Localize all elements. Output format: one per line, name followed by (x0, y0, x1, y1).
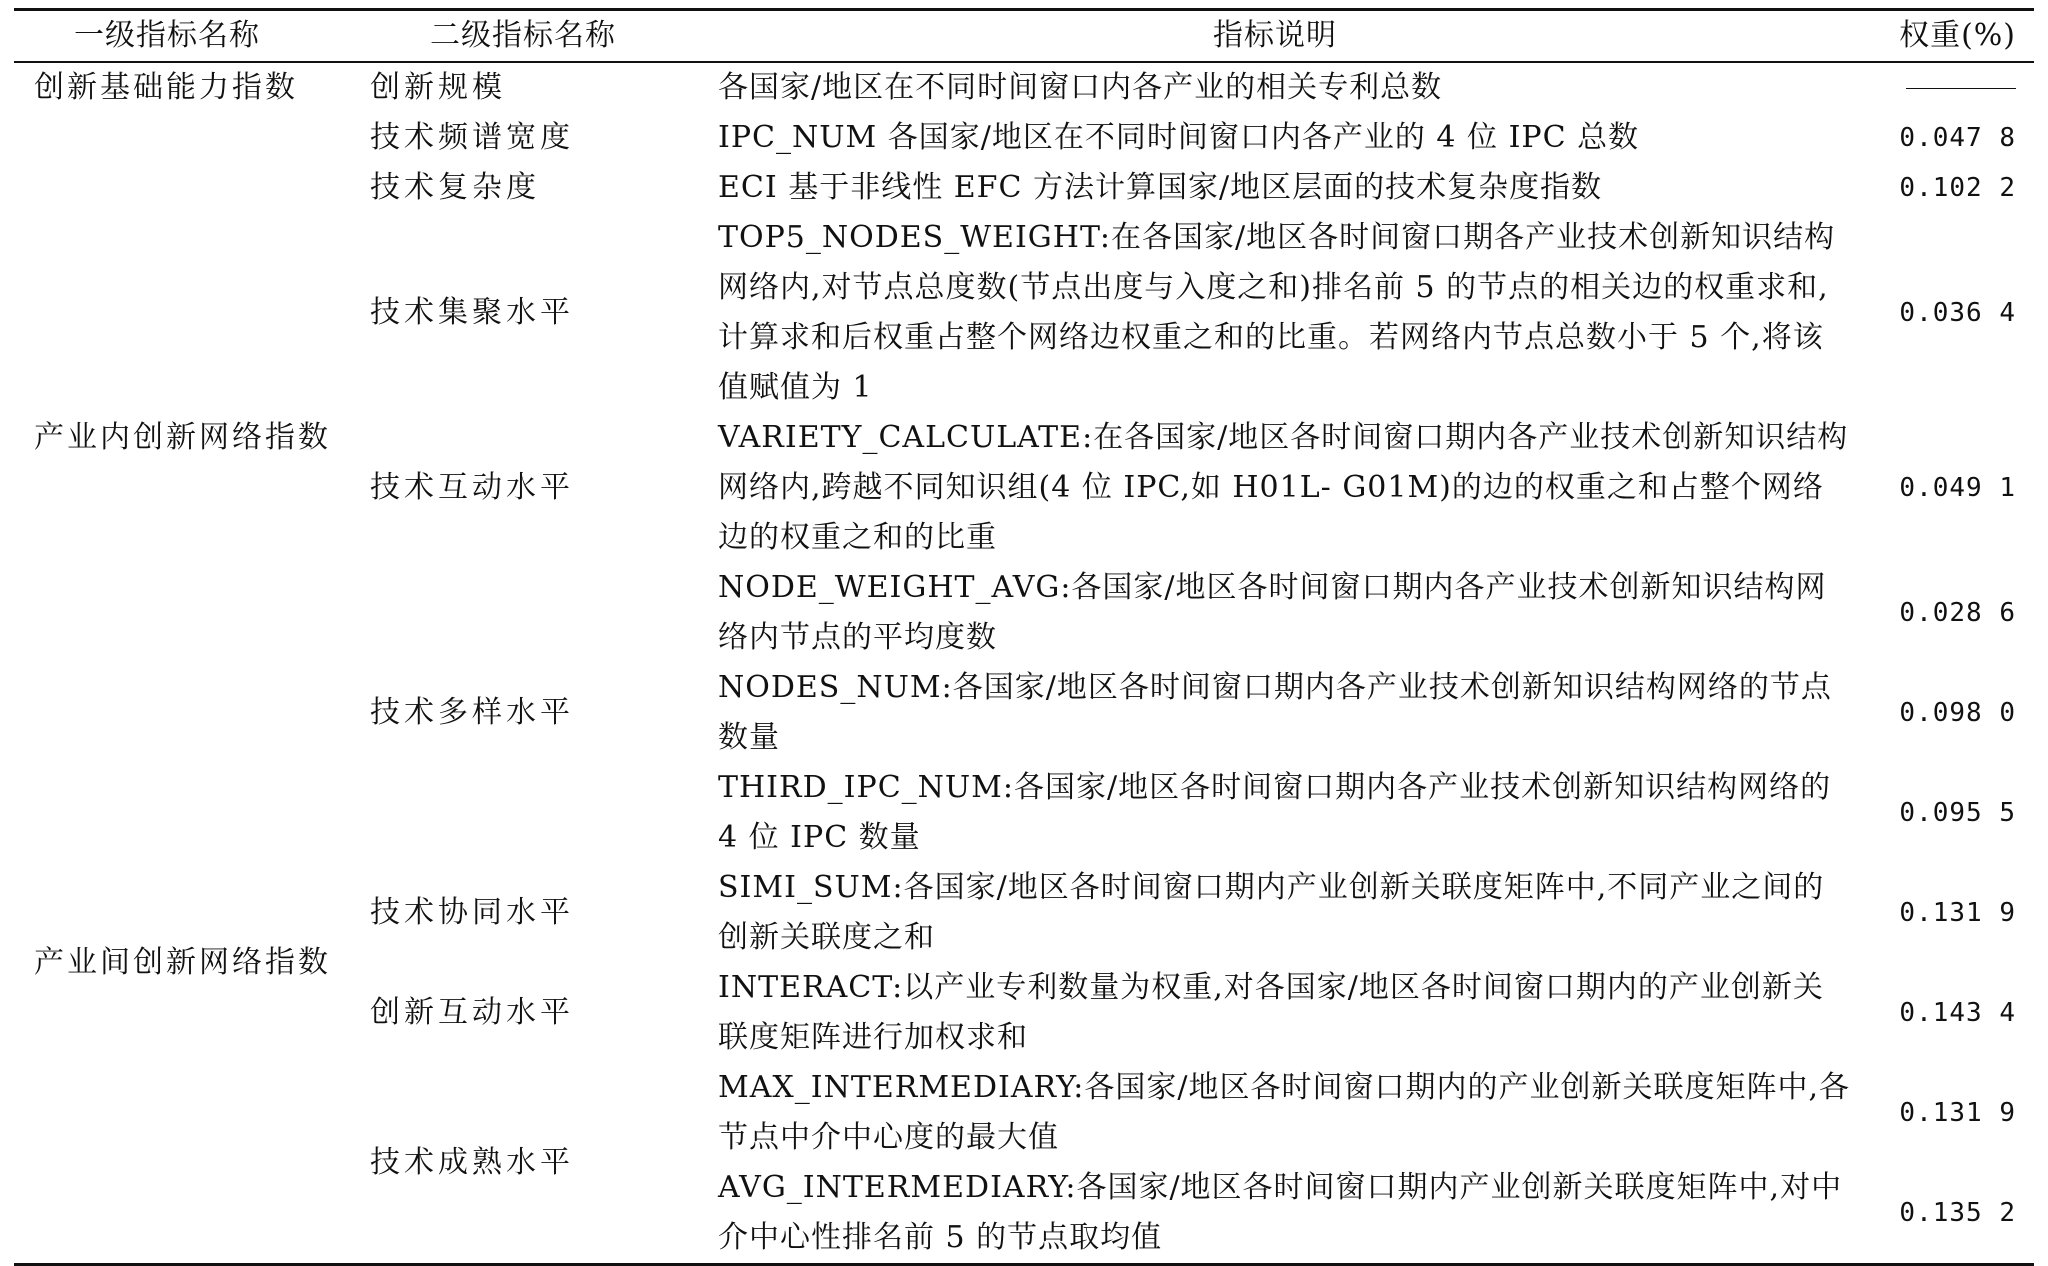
indicator-table-container (14, 8, 2034, 1266)
weight-value: 0.131 9 (1899, 1098, 2016, 1128)
second-level-name: 技术成熟水平 (370, 1145, 574, 1180)
weight-value: 0.135 2 (1899, 1198, 2016, 1228)
indicator-description: IPC_NUM 各国家/地区在不同时间窗口内各产业的 4 位 IPC 总数 (718, 120, 1640, 155)
weight-value: 0.098 0 (1899, 698, 2016, 728)
table-header-row (14, 10, 2034, 63)
table-row (14, 663, 2034, 763)
second-level-name: 技术复杂度 (370, 170, 540, 205)
indicator-description: SIMI_SUM:各国家/地区各时间窗口期内产业创新关联度矩阵中,不同产业之间的创新关联度之和 (718, 870, 1825, 955)
indicator-description: THIRD_IPC_NUM:各国家/地区各时间窗口期内各产业技术创新知识结构网络的 4 位 IPC 数量 (718, 770, 1832, 855)
second-level-name: 技术协同水平 (370, 895, 574, 930)
empty-weight-dash (1906, 88, 2016, 89)
header-first-level: 一级指标名称 (74, 18, 260, 53)
second-level-name: 创新互动水平 (370, 995, 574, 1030)
indicator-description: NODE_WEIGHT_AVG:各国家/地区各时间窗口期内各产业技术创新知识结构网络内节点的平均度数 (718, 570, 1827, 655)
indicator-description: 各国家/地区在不同时间窗口内各产业的相关专利总数 (718, 70, 1443, 105)
header-description: 指标说明 (1213, 18, 1337, 53)
second-level-name: 技术互动水平 (370, 470, 574, 505)
weight-value: 0.095 5 (1899, 798, 2016, 828)
first-level-basic: 创新基础能力指数 (34, 70, 298, 105)
indicator-description: VARIETY_CALCULATE:在各国家/地区各时间窗口期内各产业技术创新知识结构网络内,跨越不同知识组(4 位 IPC,如 H01L- G01M)的边的权重之和占整个网络边的权重之和的比重 (718, 420, 1849, 555)
weight-value: 0.028 6 (1899, 598, 2016, 628)
header-weight: 权重(%) (1899, 18, 2016, 53)
indicator-description: ECI 基于非线性 EFC 方法计算国家/地区层面的技术复杂度指数 (718, 170, 1603, 205)
indicator-description: TOP5_NODES_WEIGHT:在各国家/地区各时间窗口期各产业技术创新知识结构网络内,对节点总度数(节点出度与入度之和)排名前 5 的节点的相关边的权重求和,计算求和后权重占整个网络边权重之和的比重。若网络内节点总数小于 5 个,将该值赋值为 1 (718, 220, 1836, 405)
first-level-intra: 产业内创新网络指数 (34, 420, 331, 455)
second-level-name: 技术多样水平 (370, 695, 574, 730)
weight-value: 0.047 8 (1899, 123, 2016, 153)
indicator-description: INTERACT:以产业专利数量为权重,对各国家/地区各时间窗口期内的产业创新关联度矩阵进行加权求和 (718, 970, 1824, 1055)
weight-value: 0.131 9 (1899, 898, 2016, 928)
indicator-table (14, 8, 2034, 1266)
header-second-level: 二级指标名称 (430, 18, 616, 53)
first-level-inter: 产业间创新网络指数 (34, 945, 331, 980)
weight-value (1864, 62, 2034, 113)
indicator-description: AVG_INTERMEDIARY:各国家/地区各时间窗口期内产业创新关联度矩阵中,对中介中心性排名前 5 的节点取均值 (718, 1170, 1843, 1255)
second-level-name: 技术集聚水平 (370, 295, 574, 330)
table-row (14, 62, 2034, 113)
second-level-name: 创新规模 (370, 70, 506, 105)
second-level-name: 技术频谱宽度 (370, 120, 574, 155)
table-row (14, 213, 2034, 413)
weight-value: 0.036 4 (1899, 298, 2016, 328)
indicator-description: MAX_INTERMEDIARY:各国家/地区各时间窗口期内的产业创新关联度矩阵中,各节点中介中心度的最大值 (718, 1070, 1851, 1155)
weight-value: 0.143 4 (1899, 998, 2016, 1028)
weight-value: 0.049 1 (1899, 473, 2016, 503)
indicator-description: NODES_NUM:各国家/地区各时间窗口期内各产业技术创新知识结构网络的节点数量 (718, 670, 1832, 755)
weight-value: 0.102 2 (1899, 173, 2016, 203)
